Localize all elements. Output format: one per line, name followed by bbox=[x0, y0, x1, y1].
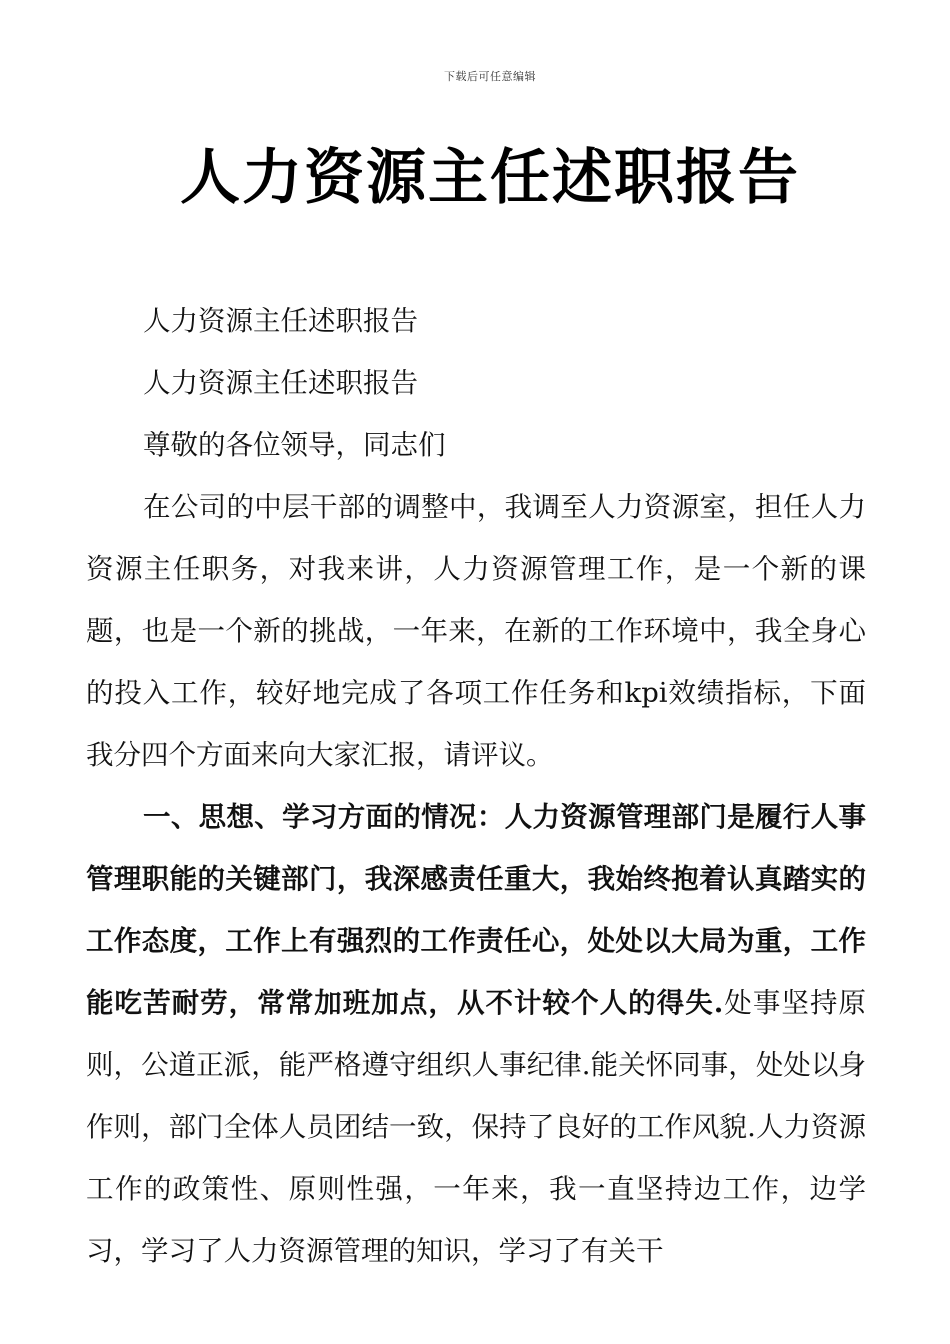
section-one-body-text: 处事坚持原则，公道正派，能严格遵守组织人事纪律.能关怀同事，处处以身作则，部门全体人员团结一致，保持了良好的工作风貌.人力资源工作的政策性、原则性强，一年来，我一直坚持边工作，边学习，学习了人力资源管理的知识，学习了有关干 bbox=[86, 987, 866, 1267]
document-title: 人力资源主任述职报告 bbox=[180, 143, 800, 213]
section-one-bold-text: 一、思想、学习方面的情况：人力资源管理部门是履行人事管理职能的关键部门，我深感责任重大，我始终抱着认真踏实的工作态度，工作上有强烈的工作责任心，处处以大局为重，工作能吃苦耐劳，常常加班加点，从不计较个人的得失. bbox=[86, 801, 866, 1019]
paragraph-salutation: 尊敬的各位领导，同志们 bbox=[143, 429, 446, 461]
paragraph-introduction: 在公司的中层干部的调整中，我调至人力资源室，担任人力资源主任职务，对我来讲，人力资源管理工作，是一个新的课题，也是一个新的挑战，一年来，在新的工作环境中，我全身心的投入工作，较好地完成了各项工作任务和kpi效绩指标，下面我分四个方面来向大家汇报，请评议。 bbox=[86, 491, 866, 771]
paragraph-subtitle-2: 人力资源主任述职报告 bbox=[143, 367, 418, 399]
document-body bbox=[86, 290, 866, 1282]
paragraph-section-one bbox=[86, 786, 866, 1282]
header-note: 下载后可任意编辑 bbox=[444, 70, 536, 83]
paragraph-subtitle-1: 人力资源主任述职报告 bbox=[143, 305, 418, 337]
